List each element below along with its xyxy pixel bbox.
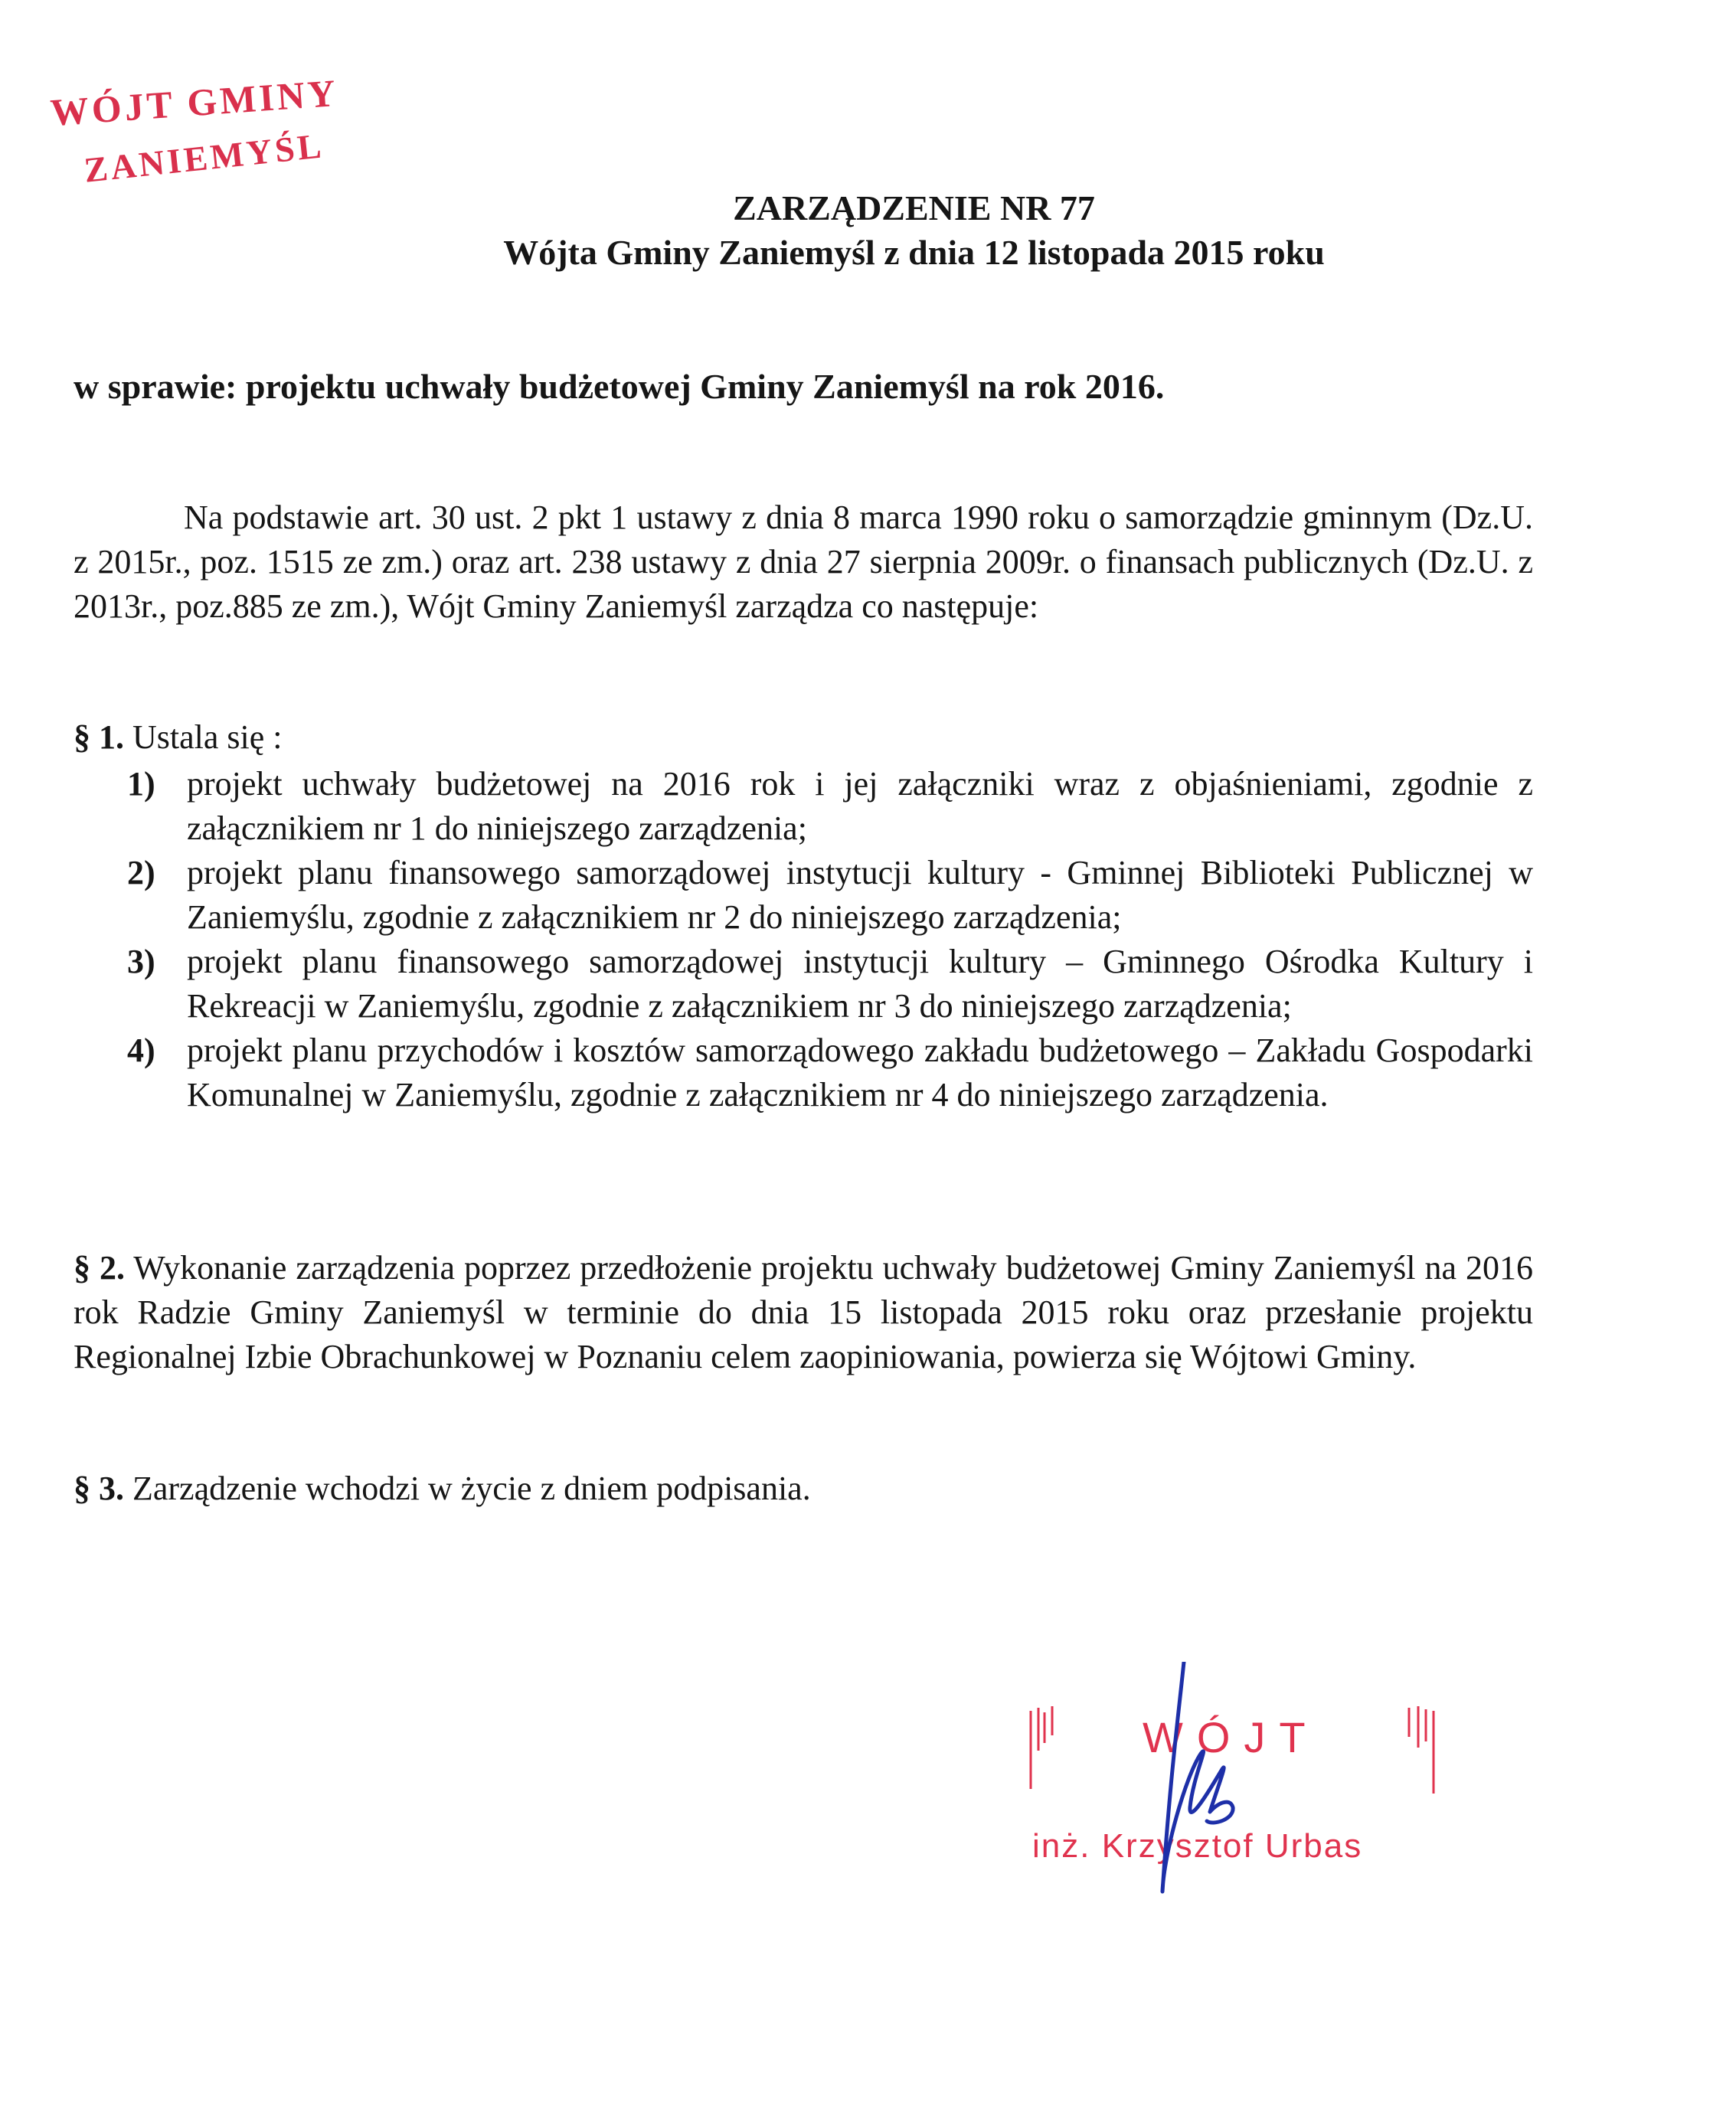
- section-1-heading: [74, 718, 283, 757]
- list-item-number: 2): [127, 854, 155, 891]
- section-3-label: § 3.: [74, 1470, 124, 1507]
- stamp-name: inż. Krzysztof Urbas: [1032, 1827, 1363, 1865]
- section-3-paragraph: [74, 1469, 811, 1508]
- section-2-paragraph: [74, 1246, 1533, 1379]
- handwritten-signature: [1139, 1662, 1247, 1907]
- office-stamp: [49, 70, 340, 191]
- list-item-text: projekt planu finansowego samorządowej instytucji kultury – Gminnego Ośrodka Kultury i Rekreacji w Zaniemyślu, zgodnie z załącznikiem nr 3 do niniejszego zarządzenia;: [187, 943, 1533, 1025]
- list-item-text: projekt uchwały budżetowej na 2016 rok i jej załączniki wraz z objaśnieniami, zgodnie z załącznikiem nr 1 do niniejszego zarządzenia;: [187, 765, 1533, 847]
- list-item: [74, 851, 1533, 940]
- list-item: [74, 762, 1533, 851]
- list-item-number: 3): [127, 943, 155, 980]
- section-1-list: [74, 762, 1533, 1117]
- list-item-number: 1): [127, 765, 155, 803]
- list-item: [74, 1028, 1533, 1117]
- list-item: [74, 940, 1533, 1028]
- list-item-text: projekt planu przychodów i kosztów samorządowego zakładu budżetowego – Zakładu Gospodarki Komunalnej w Zaniemyślu, zgodnie z załącznikiem nr 4 do niniejszego zarządzenia.: [187, 1032, 1533, 1113]
- stamp-line-1: WÓJT GMINY: [49, 70, 340, 134]
- document-subtitle: Wójta Gminy Zaniemyśl z dnia 12 listopada 2015 roku: [503, 233, 1325, 272]
- section-1-label: § 1.: [74, 718, 124, 756]
- section-3-text: Zarządzenie wchodzi w życie z dniem podpisania.: [132, 1470, 811, 1507]
- stamp-title: WÓJT: [1143, 1713, 1319, 1761]
- section-2-text: Wykonanie zarządzenia poprzez przedłożenie projektu uchwały budżetowej Gminy Zaniemyśl na 2016 rok Radzie Gminy Zaniemyśl w terminie do dnia 15 listopada 2015 roku oraz przesłanie projektu Regionalnej Izbie Obrachunkowej w Poznaniu celem zaopiniowania, powierza się Wójtowi Gminy.: [74, 1249, 1534, 1375]
- intro-paragraph: Na podstawie art. 30 ust. 2 pkt 1 ustawy z dnia 8 marca 1990 roku o samorządzie gminnym (Dz.U. z 2015r., poz. 1515 ze zm.) oraz art. 238 ustawy z dnia 27 sierpnia 2009r. o finansach publicznych (Dz.U. z 2013r., poz.885 ze zm.), Wójt Gminy Zaniemyśl zarządza co następuje:: [74, 499, 1533, 625]
- list-item-number: 4): [127, 1032, 155, 1069]
- list-item-text: projekt planu finansowego samorządowej instytucji kultury - Gminnej Biblioteki Publicznej w Zaniemyślu, zgodnie z załącznikiem nr 2 do niniejszego zarządzenia;: [187, 854, 1533, 936]
- document-subject: w sprawie: projektu uchwały budżetowej Gminy Zaniemyśl na rok 2016.: [74, 367, 1165, 406]
- stamp-line-2: ZANIEMYŚL: [82, 126, 326, 190]
- section-2-label: § 2.: [74, 1249, 126, 1287]
- section-1-text: Ustala się :: [132, 718, 283, 756]
- document-title: ZARZĄDZENIE NR 77: [733, 188, 1095, 227]
